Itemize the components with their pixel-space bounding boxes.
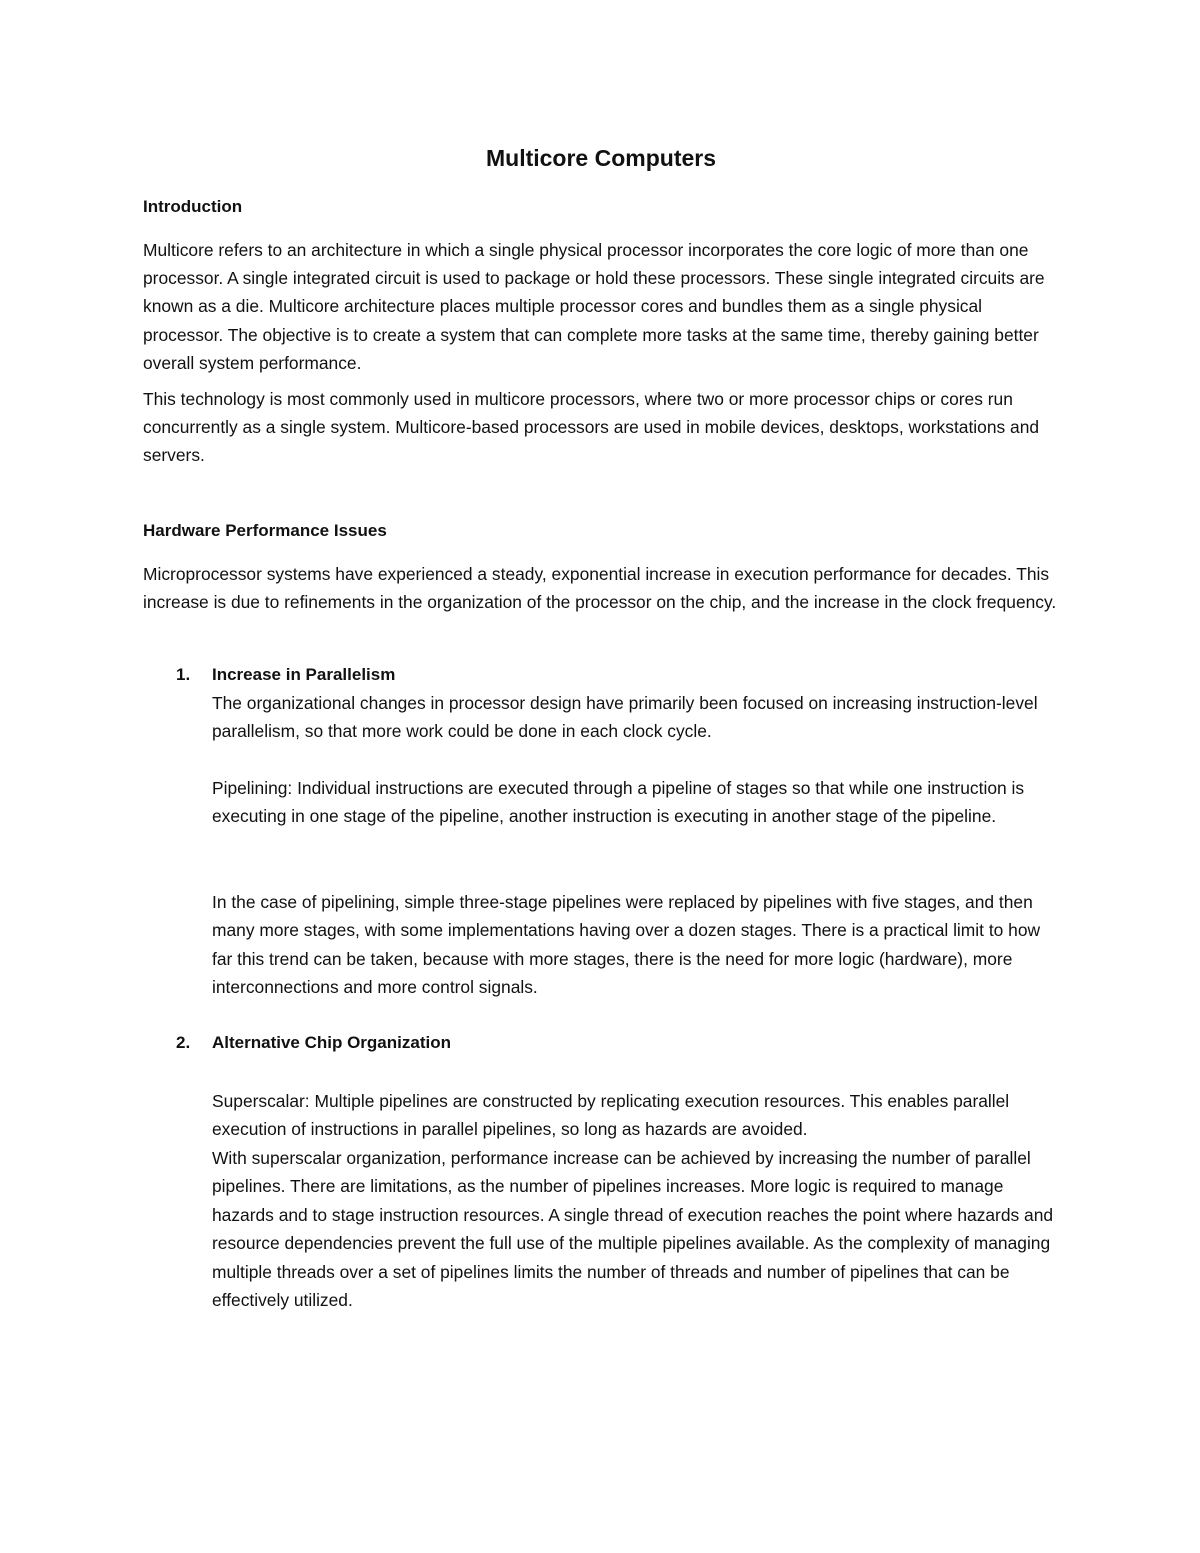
section-heading-introduction: Introduction: [143, 197, 243, 216]
list-item-title: Alternative Chip Organization: [212, 1033, 451, 1052]
list-item-title: Increase in Parallelism: [212, 665, 396, 684]
list-item-paragraph: The organizational changes in processor design have primarily been focused on increasing instruction-level parallelism, so that more work could be done in each clock cycle.: [212, 693, 1038, 742]
list-item-paragraph: In the case of pipelining, simple three-stage pipelines were replaced by pipelines with five stages, and then many more stages, with some implementations having over a dozen stages. There is a practical limit to how far this trend can be taken, because with more stages, there is the need for more logic (hardware), more interconnections and more control signals.: [212, 892, 1041, 998]
list-item-paragraph: Superscalar: Multiple pipelines are constructed by replicating execution resources. This enables parallel execution of instructions in parallel pipelines, so long as hazards are avoided.: [212, 1091, 1010, 1140]
hardware-paragraph-1: Microprocessor systems have experienced a steady, exponential increase in execution performance for decades. This increase is due to refinements in the organization of the processor on the chip, and the increase in the clock frequency.: [143, 564, 1057, 613]
document-title: Multicore Computers: [485, 145, 717, 171]
intro-paragraph-2: This technology is most commonly used in multicore processors, where two or more processor chips or cores run concurrently as a single system. Multicore-based processors are used in mobile devices, desktops, workstations and servers.: [143, 389, 1040, 466]
list-item-paragraph: Pipelining: Individual instructions are executed through a pipeline of stages so that while one instruction is executing in one stage of the pipeline, another instruction is executing in another stage of the pipeline.: [212, 778, 1025, 827]
section-heading-hardware-performance: Hardware Performance Issues: [143, 521, 387, 540]
list-item-number: 2.: [176, 1033, 191, 1052]
list-item-number: 1.: [176, 665, 191, 684]
intro-paragraph-1: Multicore refers to an architecture in which a single physical processor incorporates the core logic of more than one processor. A single integrated circuit is used to package or hold these processors. These single integrated circuits are known as a die. Multicore architecture places multiple processor cores and bundles them as a single physical processor. The objective is to create a system that can complete more tasks at the same time, thereby gaining better overall system performance.: [143, 240, 1045, 373]
list-item-paragraph: With superscalar organization, performance increase can be achieved by increasing the number of parallel pipelines. There are limitations, as the number of pipelines increases. More logic is required to manage hazards and to stage instruction resources. A single thread of execution reaches the point where hazards and resource dependencies prevent the full use of the multiple pipelines available. As the complexity of managing multiple threads over a set of pipelines limits the number of threads and number of pipelines that can be effectively utilized.: [212, 1148, 1054, 1311]
